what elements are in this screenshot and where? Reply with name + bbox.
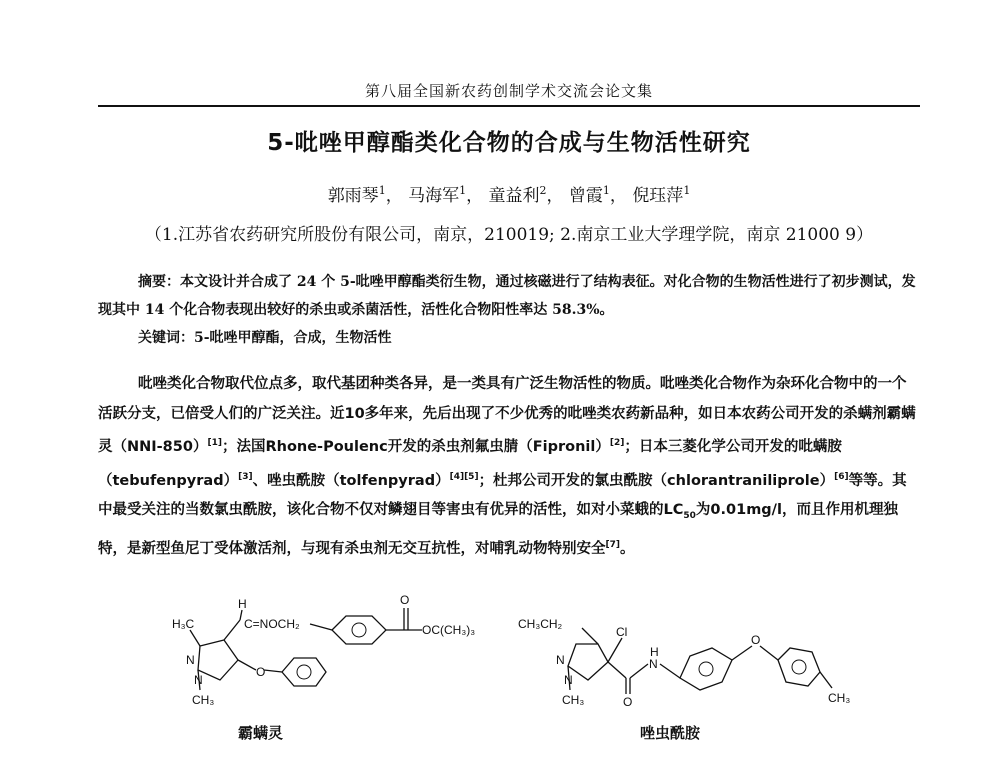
- author-name: 曾霞: [568, 186, 603, 206]
- citation: [1]: [207, 438, 222, 448]
- text-segment: ；杜邦公司开发的氯虫酰胺（chlorantraniliprole）: [478, 472, 835, 489]
- keywords-text: 5-吡唑甲醇酯，合成，生物活性: [194, 330, 392, 346]
- aromatic-circle: [699, 662, 713, 676]
- text-segment: ；日本三菱化学公司开发的吡螨胺（tebufenpyrad）: [98, 439, 842, 489]
- bond: [224, 620, 240, 640]
- citation: [3]: [238, 471, 253, 482]
- author-sup: 1: [459, 184, 467, 197]
- atom-label: O: [400, 593, 410, 607]
- benzene-ring-2: [680, 648, 732, 690]
- bond: [608, 662, 626, 678]
- citation: [2]: [609, 438, 625, 448]
- author-sup: 1: [683, 184, 691, 197]
- bond: [310, 624, 332, 630]
- author-name: 马海军: [408, 186, 460, 206]
- atom-label: C=NOCH₂: [244, 617, 300, 631]
- pyrazole-ring-2: [568, 644, 608, 680]
- author-list: 郭雨琴$^1$， 马海军$^1$， 童益利$^2$， 曾霞$^1$， 倪珏萍$^1$: [327, 184, 691, 206]
- atom-label: N: [564, 673, 573, 687]
- citation: [6]: [834, 471, 849, 482]
- benzene-ring-1: [332, 616, 386, 644]
- atom-label: CH₃: [562, 693, 585, 707]
- text-segment: 。: [620, 541, 635, 558]
- bond: [190, 630, 200, 646]
- author-sup: 2: [539, 184, 547, 197]
- pyrazole-ring-1: [198, 640, 238, 680]
- citation: [4][5]: [449, 471, 479, 482]
- atom-label: N: [186, 653, 195, 667]
- journal-header: 第八届全国新农药创制学术交流会论文集: [364, 82, 653, 100]
- bond: [240, 610, 242, 620]
- atom-label: O: [256, 665, 266, 679]
- bond: [630, 664, 648, 678]
- atom-label: N: [556, 653, 565, 667]
- atom-label: H: [650, 645, 659, 659]
- author-sup: 1: [378, 184, 386, 197]
- paper-title: 5-吡唑甲醇酯类化合物的合成与生物活性研究: [267, 130, 751, 156]
- affiliation: （1.江苏省农药研究所股份有限公司，南京，210019; 2.南京工业大学理学院，南京 21000 9）: [144, 225, 874, 245]
- subscript: 50: [683, 510, 696, 521]
- bond: [264, 670, 282, 672]
- bond: [660, 664, 680, 678]
- phenyl-ring-1: [282, 658, 326, 686]
- atom-label: H₃C: [172, 617, 195, 631]
- abstract-label: 摘要：: [138, 274, 180, 290]
- bond: [732, 646, 752, 660]
- aromatic-circle: [792, 660, 806, 674]
- atom-label: H: [238, 597, 247, 611]
- bond: [608, 638, 622, 662]
- atom-label: O: [751, 633, 761, 647]
- benzene-ring-3: [778, 648, 820, 686]
- figure-caption: 唑虫酰胺: [640, 724, 701, 742]
- text-segment: 等等。其中最受关注的当数氯虫酰胺，该化合物不仅对鳞翅目等害虫有优异的活性，如对小菜蛾的LC: [98, 472, 907, 518]
- figure-caption: 霸螨灵: [238, 724, 284, 742]
- text-segment: 吡唑类化合物取代位点多，取代基团种类各异，是一类具有广泛生物活性的物质。吡唑类化合物作为杂环化合物中的一个活跃分支，已倍受人们的广泛关注。近10多年来，先后出现了不少优秀的吡唑类农药新品种，如日本农药公司开发的杀螨剂霸螨灵（NNI-850）: [98, 376, 916, 455]
- header-rule: [98, 105, 920, 107]
- author-sup: 1: [602, 184, 610, 197]
- bond: [582, 628, 598, 644]
- keywords-label: 关键词：: [138, 330, 194, 346]
- citation: [7]: [605, 540, 620, 551]
- atom-label: N: [649, 657, 658, 671]
- keywords: [98, 324, 920, 352]
- author-name: 倪珏萍: [632, 186, 684, 206]
- bond: [760, 646, 778, 660]
- atom-label: CH₃CH₂: [518, 617, 563, 631]
- text-segment: ；法国Rhone-Poulenc开发的杀虫剂氟虫腈（Fipronil）: [221, 439, 610, 455]
- bond: [238, 660, 256, 670]
- atom-label: Cl: [616, 625, 628, 639]
- abstract: [98, 268, 920, 324]
- bond: [820, 672, 832, 688]
- atom-label: N: [194, 673, 203, 687]
- abstract-block: [98, 268, 920, 352]
- atom-label: O: [623, 695, 633, 709]
- body-paragraph: [98, 370, 920, 565]
- author-name: 童益利: [488, 186, 540, 206]
- aromatic-circle: [352, 623, 366, 637]
- author-name: 郭雨琴: [327, 186, 379, 206]
- text-segment: 、唑虫酰胺（tolfenpyrad）: [252, 472, 450, 489]
- abstract-text: 本文设计并合成了 24 个 5-吡唑甲醇酯类衍生物，通过核磁进行了结构表征。对化合物的生物活性进行了初步测试，发现其中 14 个化合物表现出较好的杀虫或杀菌活性，活性化合物阳性率达 58.3%。: [98, 274, 916, 318]
- intro-paragraph: [98, 370, 920, 565]
- atom-label: CH₃: [192, 693, 215, 707]
- atom-label: OC(CH₃)₃: [422, 623, 476, 637]
- atom-label: CH₃: [828, 691, 851, 705]
- aromatic-circle: [297, 665, 311, 679]
- text-segment: 为0.01mg/l，而且作用机理独特，是新型鱼尼丁受体激活剂，与现有杀虫剂无交互抗性，对哺乳动物特别安全: [98, 502, 898, 558]
